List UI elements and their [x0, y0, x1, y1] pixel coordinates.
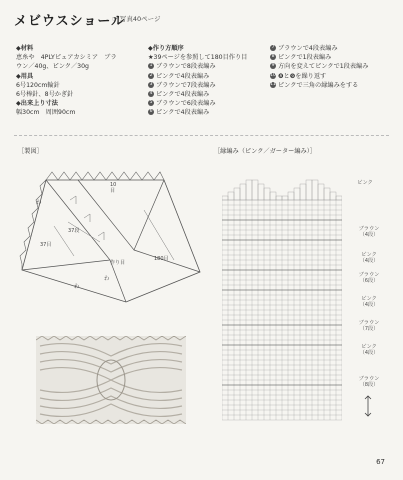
step-number: 4: [149, 91, 153, 97]
step-text: ブラウンで4段表編み: [278, 45, 338, 52]
legend-color: ブラウン: [358, 226, 380, 232]
edging-triangle-cell: [288, 192, 294, 200]
label-37-rows: 37段: [68, 228, 80, 234]
step-number: 7: [271, 45, 275, 50]
legend-rows: （4段）: [359, 232, 379, 238]
fold-triangle: [98, 232, 104, 240]
procedure-step-7: [270, 44, 368, 53]
edging-triangle-cell: [336, 196, 342, 200]
step-text: 方向を変えてピンクで1段表編み: [278, 63, 369, 71]
materials-block: [16, 44, 117, 118]
label-wa-2: わ: [104, 276, 110, 282]
page-number: 67: [376, 458, 385, 466]
legend-color: ブラウン: [358, 272, 380, 278]
step-text: ピンクで三角の縁編みをする: [278, 81, 359, 89]
edging-triangle-cell: [270, 192, 276, 200]
fold-triangle: [84, 214, 90, 222]
legend-rows: （7段）: [359, 326, 379, 332]
step-number: 9: [271, 63, 275, 69]
step-text: ブラウンで8段表編み: [156, 63, 216, 71]
legend-item: [352, 226, 386, 238]
procedure-block: [148, 44, 247, 118]
legend-color: ブラウン: [358, 376, 380, 382]
procedure-heading: ◆作り方順序: [148, 45, 184, 52]
procedure-step-1: [148, 62, 247, 71]
shawl-photo: [36, 336, 186, 424]
step-text: ❽と❾を繰り返す: [278, 72, 327, 80]
procedure-step-11: [270, 81, 368, 90]
tools-line-2: 6号棒針、8号かぎ針: [16, 91, 74, 99]
legend-item: [352, 296, 386, 308]
legend-rows: （6段）: [359, 278, 379, 284]
step-text: ピンクで4段表編み: [156, 72, 210, 80]
edging-triangle-cell: [252, 180, 258, 200]
zigzag-edge-left: [20, 180, 46, 270]
procedure-step-4: [148, 90, 247, 99]
procedure-step-8: [270, 53, 368, 62]
procedure-note: ★39ページを参照して180目作り目: [148, 54, 248, 62]
construction-diagram: [14, 160, 204, 310]
materials-heading: ◆材料: [16, 45, 34, 52]
procedure-step-6: [148, 108, 247, 117]
procedure-step-5: [148, 99, 247, 108]
fold-triangle: [70, 196, 76, 204]
step-number: 2: [149, 72, 153, 78]
legend-color: ピンク: [361, 296, 377, 302]
label-wa-1: わ: [36, 200, 42, 206]
step-text: ブラウンで6段表編み: [156, 100, 216, 108]
edging-triangle-cell: [330, 192, 336, 200]
fold-line-2: [22, 260, 110, 270]
procedure-step-2: [148, 72, 247, 81]
fold-line-1: [46, 180, 126, 302]
legend-rows: （4段）: [359, 302, 379, 308]
label-top-10b: 目: [110, 188, 116, 194]
step-number: 11: [270, 81, 276, 87]
edging-triangle-cell: [258, 184, 264, 200]
step-number: 8: [271, 54, 275, 60]
edging-triangle-cell: [318, 184, 324, 200]
legend-item: [352, 252, 386, 264]
edging-triangle-cell: [234, 188, 240, 200]
size-line-1: 幅30cm 周囲90cm: [16, 109, 76, 117]
page-title: メビウスショール: [14, 14, 126, 29]
label-wa-3: わ: [74, 284, 80, 290]
legend-item: [352, 376, 386, 388]
edging-triangle-cell: [306, 180, 312, 200]
legend-rows: （4段）: [359, 350, 379, 356]
step-number: 10: [270, 72, 276, 78]
edging-triangle-cell: [276, 196, 282, 200]
step-text: ピンクで4段表編み: [156, 91, 210, 99]
step-text: ピンクで1段表編み: [278, 54, 332, 62]
edging-triangle-cell: [324, 188, 330, 200]
size-heading: ◆出来上り寸法: [16, 100, 58, 108]
chart-label-pink-top: ピンク: [357, 180, 373, 186]
legend-item: [352, 272, 386, 284]
legend-item: [352, 344, 386, 356]
tools-heading: ◆用具: [16, 72, 34, 80]
edging-triangle-cell: [222, 196, 228, 200]
procedure-step-3: [148, 81, 247, 90]
edging-triangle-cell: [282, 196, 288, 200]
procedure-block-2: [270, 44, 368, 90]
step-number: 5: [149, 100, 153, 106]
legend-rows: （8段）: [359, 382, 379, 388]
materials-line-1: 恵糸や 4PLYピュアカシミア ブラ: [16, 54, 117, 62]
procedure-step-10: [270, 72, 368, 81]
edging-triangle-cell: [228, 192, 234, 200]
dimension-arrow: [144, 210, 174, 260]
step-text: ブラウンで7段表編み: [156, 81, 216, 89]
diagram-outline: [22, 180, 200, 302]
label-top-10: 10: [110, 182, 117, 188]
legend-color: ピンク: [361, 344, 377, 350]
edging-triangle-cell: [312, 180, 318, 200]
edging-triangle-cell: [264, 188, 270, 200]
edging-triangle-cell: [300, 184, 306, 200]
photo-reference: ☞ 写真40ページ: [112, 15, 161, 23]
edging-chart: [222, 160, 342, 422]
step-number: 3: [149, 81, 153, 87]
section-divider: [14, 135, 389, 136]
diagram-label: ［製図］: [18, 148, 43, 155]
legend-color: ブラウン: [358, 320, 380, 326]
fold-line-3: [78, 180, 164, 250]
label-cast-on: 作り目: [110, 260, 126, 266]
zigzag-edge-top: [46, 172, 164, 180]
label-180-sts: 180目: [154, 256, 169, 262]
edging-triangle-cell: [240, 184, 246, 200]
edging-triangle-cell: [246, 180, 252, 200]
procedure-step-9: [270, 62, 368, 71]
chart-label: ［縁編み（ピンク／ガーター編み）］: [214, 148, 316, 155]
edging-triangle-cell: [294, 188, 300, 200]
direction-arrow-icon: [362, 394, 374, 418]
legend-color: ピンク: [361, 252, 377, 258]
label-37-sts: 37目: [40, 242, 52, 248]
tools-line-1: 6号120cm輪針: [16, 81, 60, 89]
step-number: 1: [149, 63, 153, 69]
materials-line-2: ウン／40g、ピンク／30g: [16, 63, 89, 71]
step-text: ピンクで4段表編み: [156, 109, 210, 117]
legend-rows: （4段）: [359, 258, 379, 264]
step-number: 6: [149, 109, 153, 115]
legend-item: [352, 320, 386, 332]
